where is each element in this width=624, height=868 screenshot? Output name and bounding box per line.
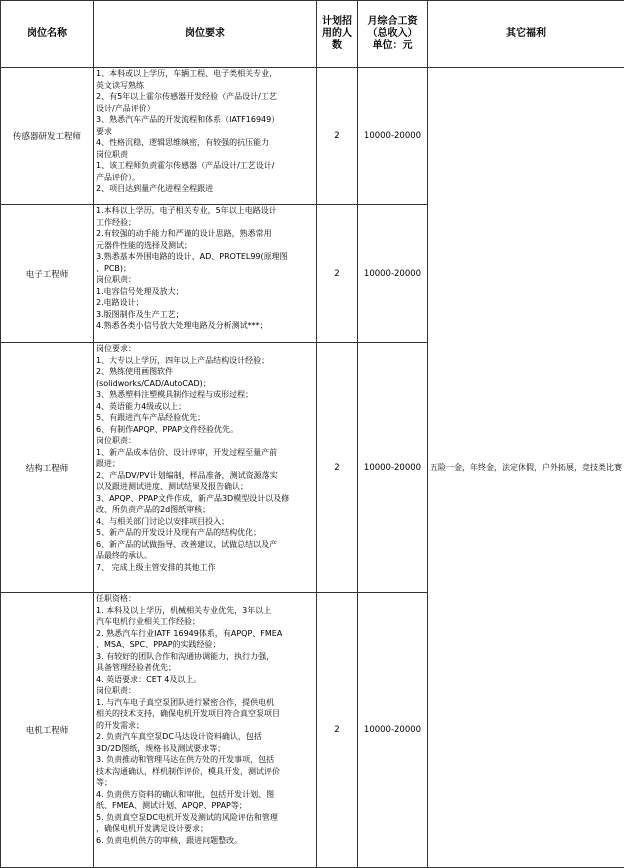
header-salary-line: 月综合工资 bbox=[358, 16, 427, 28]
requirement-line: 1、新产品成本估价、设计评审，开发过程至量产前 bbox=[94, 447, 316, 459]
table-row bbox=[1, 68, 624, 205]
requirements-lines bbox=[94, 593, 316, 846]
requirements-lines bbox=[94, 205, 316, 332]
header-position-name: 岗位名称 bbox=[1, 1, 94, 68]
requirements-lines bbox=[94, 68, 316, 195]
requirement-line: 4. 英语要求：CET 4及以上。 bbox=[94, 674, 316, 686]
header-headcount-line: 数 bbox=[317, 40, 357, 52]
headcount: 2 bbox=[317, 68, 358, 205]
requirement-line: 5、新产品的开发设计及现有产品的结构优化； bbox=[94, 527, 316, 539]
requirement-line: 汽车电机行业相关工作经验； bbox=[94, 616, 316, 628]
requirement-line: 2.电路设计； bbox=[94, 297, 316, 309]
requirement-line: 、MSA、SPC、PPAP的实践经验； bbox=[94, 639, 316, 651]
requirement-line: 1. 与汽车电子真空泵团队进行紧密合作，提供电机 bbox=[94, 697, 316, 709]
headcount: 2 bbox=[317, 343, 358, 593]
header-headcount-line: 用的人 bbox=[317, 28, 357, 40]
requirement-line: (solidworks/CAD/AutoCAD)； bbox=[94, 378, 316, 390]
header-row bbox=[1, 1, 624, 68]
requirement-line: 4、与相关部门讨论以安排项目投入； bbox=[94, 516, 316, 528]
requirements-lines bbox=[94, 343, 316, 573]
requirement-line: 3、APQP、PPAP文件作成，新产品3D模型设计以及修 bbox=[94, 493, 316, 505]
salary: 10000-20000 bbox=[358, 68, 428, 205]
requirement-line: 岗位职责： bbox=[94, 685, 316, 697]
requirement-line: 岗位要求： bbox=[94, 343, 316, 355]
requirement-line: 工作经验； bbox=[94, 217, 316, 229]
position-name: 电机工程师 bbox=[1, 593, 94, 868]
requirement-line: 3. 有较好的团队合作和沟通协调能力，执行力强， bbox=[94, 651, 316, 663]
requirement-line: 1.本科以上学历，电子相关专业，5年以上电路设计 bbox=[94, 205, 316, 217]
requirement-line: 2、熟练使用画图软件 bbox=[94, 366, 316, 378]
requirement-line: 6、有制作APQP、PPAP文件经验优先。 bbox=[94, 424, 316, 436]
header-salary-line: 单位：元 bbox=[358, 40, 427, 52]
headcount: 2 bbox=[317, 205, 358, 343]
requirement-line: 品最终的承认。 bbox=[94, 550, 316, 562]
requirement-line: 要求 bbox=[94, 126, 316, 138]
requirement-line: 相关的技术支持，确保电机开发项目符合真空泵项目 bbox=[94, 708, 316, 720]
requirement-line: 、PCB)； bbox=[94, 263, 316, 275]
header-requirements: 岗位要求 bbox=[94, 1, 317, 68]
requirement-line: 产品评价）。 bbox=[94, 172, 316, 184]
position-name: 电子工程师 bbox=[1, 205, 94, 343]
requirement-line: 岗位职责： bbox=[94, 435, 316, 447]
position-name: 传感器研发工程师 bbox=[1, 68, 94, 205]
requirement-line: 6、新产品的试做指导、改善建议、试做总结以及产 bbox=[94, 539, 316, 551]
requirement-line: 3、熟悉塑料注塑模具制作过程与成形过程； bbox=[94, 389, 316, 401]
requirements-cell bbox=[94, 343, 317, 593]
requirement-line: 岗位职责 bbox=[94, 149, 316, 161]
requirement-line: 2. 负责汽车真空泵DC马达设计资料确认，包括 bbox=[94, 731, 316, 743]
requirement-line: 4、性格沉稳，逻辑思维缜密，有较强的抗压能力 bbox=[94, 137, 316, 149]
requirement-line: 跟进； bbox=[94, 458, 316, 470]
requirement-line: 7、 完成上级主管安排的其他工作 bbox=[94, 562, 316, 574]
requirements-cell bbox=[94, 68, 317, 205]
requirement-line: 4.熟悉各类小信号放大处理电路及分析测试***； bbox=[94, 320, 316, 332]
requirement-line: 任职资格： bbox=[94, 593, 316, 605]
requirement-line: 5. 负责真空泵DC电机开发及测试的风险评估和管理 bbox=[94, 812, 316, 824]
header-benefits: 其它福利 bbox=[428, 1, 624, 68]
header-salary bbox=[358, 1, 428, 68]
requirement-line: 5、有跟进汽车产品经验优先； bbox=[94, 412, 316, 424]
position-name: 结构工程师 bbox=[1, 343, 94, 593]
salary: 10000-20000 bbox=[358, 593, 428, 868]
requirement-line: 元器件性能的选择及测试； bbox=[94, 240, 316, 252]
requirement-line: 2、项目达到量产化进程全程跟进 bbox=[94, 183, 316, 195]
requirement-line: 3、熟悉汽车产品的开发流程和体系（IATF16949） bbox=[94, 114, 316, 126]
requirement-line: 等； bbox=[94, 777, 316, 789]
requirement-line: 技术沟通确认，样机制作评价，模具开发，测试评价 bbox=[94, 766, 316, 778]
benefits-cell: 五险一金，年终金，法定休假，户外拓展，竞技类比赛 bbox=[428, 68, 624, 868]
requirement-line: 以及跟进测试进度、测试结果及报告确认； bbox=[94, 481, 316, 493]
requirement-line: 4、英语能力4级或以上； bbox=[94, 401, 316, 413]
requirement-line: 1、该工程师负责霍尔传感器（产品设计/工艺设计/ bbox=[94, 160, 316, 172]
requirement-line: 岗位职责： bbox=[94, 274, 316, 286]
requirement-line: 3. 负责推动和管理马达在供方处的开发事项，包括 bbox=[94, 754, 316, 766]
header-headcount-line: 计划招 bbox=[317, 16, 357, 28]
requirement-line: ，确保电机开发满足设计要求； bbox=[94, 823, 316, 835]
requirements-cell bbox=[94, 593, 317, 868]
requirement-line: 的开发需求； bbox=[94, 720, 316, 732]
requirement-line: 设计/产品评价） bbox=[94, 103, 316, 115]
requirement-line: 2、有5年以上霍尔传感器开发经验（产品设计/工艺 bbox=[94, 91, 316, 103]
headcount: 2 bbox=[317, 593, 358, 868]
requirements-cell bbox=[94, 205, 317, 343]
requirement-line: 1、本科或以上学历，车辆工程、电子类相关专业， bbox=[94, 68, 316, 80]
requirement-line: 6. 负责电机供方的审核，跟进问题整改。 bbox=[94, 835, 316, 847]
requirement-line: 1.电容信号处理及放大； bbox=[94, 286, 316, 298]
requirement-line: 1、大专以上学历，四年以上产品结构设计经验； bbox=[94, 355, 316, 367]
requirement-line: 改、所负责产品的2d图纸审核； bbox=[94, 504, 316, 516]
requirement-line: 4. 负责供方资料的确认和审批，包括开发计划、图 bbox=[94, 789, 316, 801]
header-headcount bbox=[317, 1, 358, 68]
requirement-line: 纸、FMEA、测试计划、APQP、PPAP等； bbox=[94, 800, 316, 812]
header-salary-line: （总收入） bbox=[358, 28, 427, 40]
requirement-line: 2.有较强的动手能力和严谨的设计思路，熟悉常用 bbox=[94, 228, 316, 240]
requirement-line: 3.熟悉基本外围电路的设计、AD、PROTEL99(原理图 bbox=[94, 251, 316, 263]
requirement-line: 2、产品DV/PV计划编制，样品准备，测试资源落实 bbox=[94, 470, 316, 482]
requirement-line: 3.版图制作及生产工艺； bbox=[94, 309, 316, 321]
salary: 10000-20000 bbox=[358, 205, 428, 343]
requirement-line: 2. 熟悉汽车行业IATF 16949体系，有APQP、FMEA bbox=[94, 628, 316, 640]
salary: 10000-20000 bbox=[358, 343, 428, 593]
requirement-line: 具备管理经验者优先； bbox=[94, 662, 316, 674]
requirement-line: 1. 本科及以上学历，机械相关专业优先，3年以上 bbox=[94, 605, 316, 617]
requirement-line: 3D/2D图纸，规格书及测试要求等； bbox=[94, 743, 316, 755]
requirement-line: 英文读写熟练 bbox=[94, 80, 316, 92]
